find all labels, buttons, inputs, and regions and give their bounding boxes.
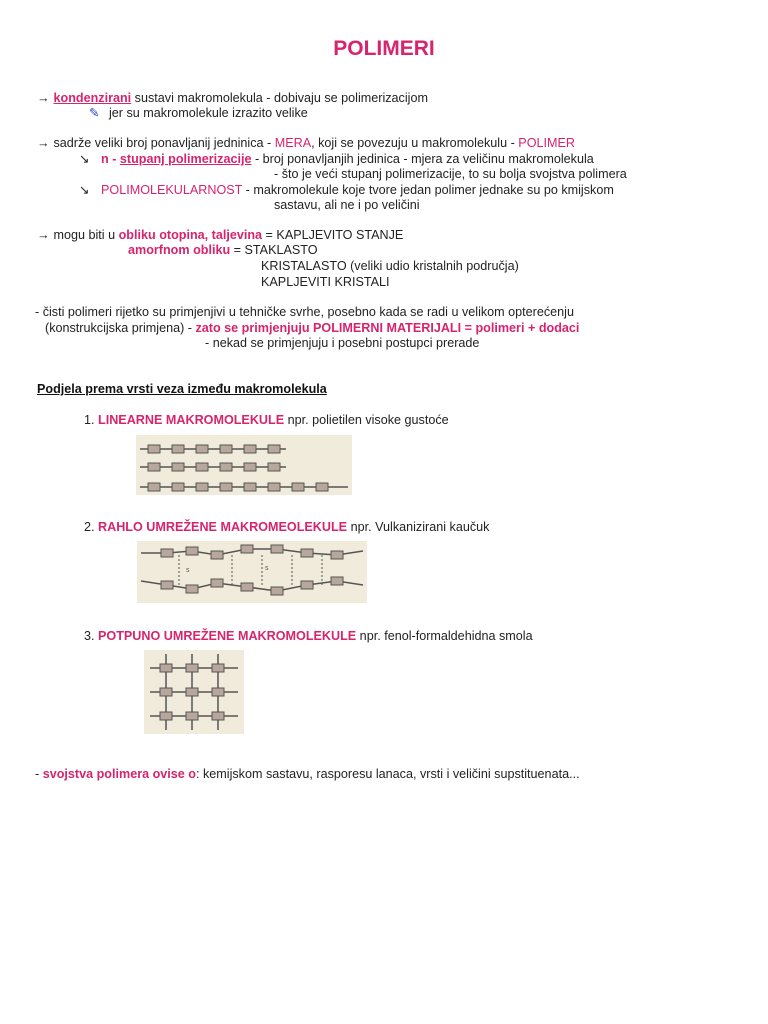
keyword-otopina: obliku otopina, taljevina <box>118 228 263 242</box>
monomer-unit <box>316 483 328 491</box>
item-number: 1. <box>84 413 99 427</box>
line-text: (konstrukcijska primjena) - <box>45 321 196 335</box>
monomer-unit <box>241 583 253 591</box>
item-keyword: LINEARNE MAKROMOLEKULE <box>98 413 285 427</box>
monomer-unit <box>220 463 232 471</box>
line-amorfnom <box>128 243 318 258</box>
monomer-unit <box>148 463 160 471</box>
line-text: - broj ponavljanjih jedinica - mjera za veličinu makromolekula <box>251 152 594 166</box>
line-text: jer su makromolekule izrazito velike <box>109 106 308 120</box>
section-heading: Podjela prema vrsti veza između makromolekula <box>37 382 327 396</box>
item-number: 3. <box>84 629 99 643</box>
item-keyword: POTPUNO UMREŽENE MAKROMOLEKULE <box>98 629 357 643</box>
monomer-unit <box>186 712 198 720</box>
monomer-unit <box>172 483 184 491</box>
diag-arrow-icon: ↘ <box>79 183 90 197</box>
monomer-unit <box>186 664 198 672</box>
monomer-unit <box>220 445 232 453</box>
monomer-unit <box>172 463 184 471</box>
monomer-unit <box>244 463 256 471</box>
line-text: : kemijskom sastavu, rasporesu lanaca, vrsti i veličini supstituenata... <box>196 767 580 781</box>
monomer-unit <box>161 549 173 557</box>
line-text: - makromolekule koje tvore jedan polimer jednake su po kmijskom <box>242 183 614 197</box>
line-mera <box>37 136 575 151</box>
monomer-unit <box>301 581 313 589</box>
keyword-mera: MERA <box>274 136 312 150</box>
monomer-unit <box>268 463 280 471</box>
item-keyword: RAHLO UMREŽENE MAKROMEOLEKULE <box>98 520 348 534</box>
monomer-unit <box>331 577 343 585</box>
monomer-unit <box>172 445 184 453</box>
line-kristalasto: KRISTALASTO (veliki udio kristalnih područja) <box>261 259 519 273</box>
monomer-unit <box>160 712 172 720</box>
arrow-right-icon: → <box>37 136 50 150</box>
full-crosslink-diagram <box>144 650 244 734</box>
monomer-unit <box>301 549 313 557</box>
loose-crosslink-diagram <box>137 541 367 603</box>
pointer-icon: ✎ <box>89 106 100 120</box>
line-bolja-svojstva: - što je veći stupanj polimerizacije, to su bolja svojstva polimera <box>274 167 627 181</box>
monomer-unit <box>160 664 172 672</box>
arrow-right-icon: → <box>37 228 50 242</box>
line-polimolekularnost <box>79 183 614 198</box>
monomer-unit <box>212 688 224 696</box>
monomer-unit <box>196 483 208 491</box>
item-text: npr. Vulkanizirani kaučuk <box>347 520 490 534</box>
keyword-svojstva: svojstva polimera ovise o <box>42 767 196 781</box>
line-text: mogu biti u <box>50 228 119 242</box>
monomer-unit <box>241 545 253 553</box>
monomer-unit <box>292 483 304 491</box>
monomer-unit <box>212 664 224 672</box>
monomer-unit <box>211 551 223 559</box>
keyword-stupanj: stupanj polimerizacije <box>119 152 252 166</box>
keyword-polimolekularnost: POLIMOLEKULARNOST <box>101 183 243 197</box>
line-text: - <box>35 767 43 781</box>
monomer-unit <box>331 551 343 559</box>
item-number: 2. <box>84 520 99 534</box>
monomer-unit <box>271 545 283 553</box>
monomer-unit <box>271 587 283 595</box>
line-stupanj <box>79 152 594 167</box>
list-item-loose-crosslinked <box>84 520 489 535</box>
line-sastavu: sastavu, ali ne i po veličini <box>274 198 420 212</box>
monomer-unit <box>211 579 223 587</box>
bridge-label: s <box>265 565 269 572</box>
diag-arrow-icon: ↘ <box>79 152 90 166</box>
linear-chain-diagram <box>136 435 352 495</box>
line-kapljeviti-kristali: KAPLJEVITI KRISTALI <box>261 275 390 289</box>
keyword-n: n - <box>101 152 120 166</box>
list-item-fully-crosslinked <box>84 629 533 644</box>
monomer-unit <box>160 688 172 696</box>
keyword-kondenzirani: kondenzirani <box>53 91 132 105</box>
monomer-unit <box>244 483 256 491</box>
line-text: , koji se povezuju u makromolekulu - <box>311 136 519 150</box>
monomer-unit <box>196 463 208 471</box>
line-postupci-prerade: - nekad se primjenjuju i posebni postupci prerade <box>205 336 480 350</box>
line-kondenzirani <box>37 91 428 106</box>
line-izrazito-velike <box>89 106 308 121</box>
line-svojstva <box>35 767 580 782</box>
keyword-amorfnom: amorfnom obliku <box>128 243 231 257</box>
monomer-unit <box>186 547 198 555</box>
line-text: = STAKLASTO <box>230 243 318 257</box>
monomer-unit <box>244 445 256 453</box>
monomer-unit <box>148 483 160 491</box>
bridge-label: s <box>186 567 190 574</box>
keyword-polimer: POLIMER <box>518 136 575 150</box>
monomer-unit <box>186 688 198 696</box>
item-text: npr. fenol-formaldehidna smola <box>356 629 533 643</box>
keyword-polimerni-materijali: zato se primjenjuju POLIMERNI MATERIJALI = polimeri + dodaci <box>195 321 580 335</box>
line-text: = KAPLJEVITO STANJE <box>262 228 404 242</box>
line-cisti-polimeri: - čisti polimeri rijetko su primjenjivi u tehničke svrhe, posebno kada se radi u velikom opterećenju <box>35 305 574 319</box>
line-text: sustavi makromolekula - dobivaju se polimerizacijom <box>131 91 428 105</box>
monomer-unit <box>268 445 280 453</box>
monomer-unit <box>186 585 198 593</box>
monomer-unit <box>212 712 224 720</box>
list-item-linear <box>84 413 449 428</box>
page-title: POLIMERI <box>333 37 435 60</box>
monomer-unit <box>268 483 280 491</box>
line-oblik-otopina <box>37 228 403 243</box>
arrow-right-icon: → <box>37 91 50 105</box>
monomer-unit <box>148 445 160 453</box>
monomer-unit <box>220 483 232 491</box>
monomer-unit <box>196 445 208 453</box>
item-text: npr. polietilen visoke gustoće <box>284 413 449 427</box>
monomer-unit <box>161 581 173 589</box>
line-konstrukcijska <box>45 321 579 336</box>
line-text: sadrže veliki broj ponavljanij jedninica - <box>50 136 275 150</box>
